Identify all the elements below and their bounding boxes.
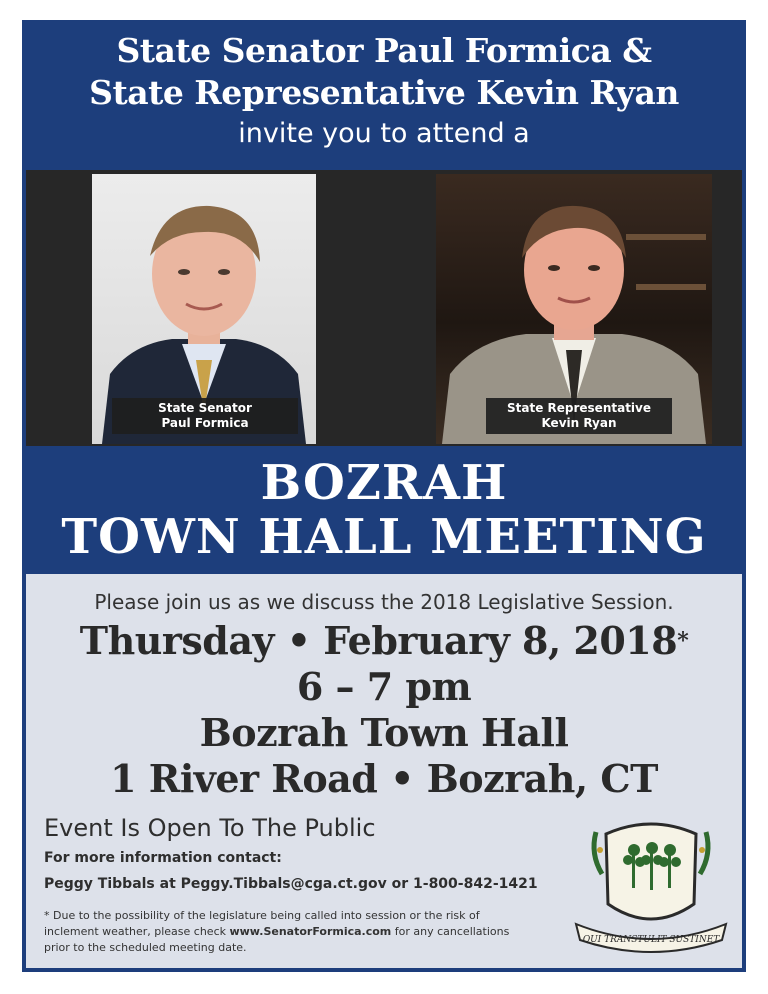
footnote-text-2: for any cancellations prior to the scheduled meeting date. <box>44 925 510 954</box>
contact-heading: For more information contact: <box>44 850 282 866</box>
footnote-text-1: * Due to the possibility of the legislature being called into session or the risk of inclement weather, please check <box>44 909 480 938</box>
open-to-public: Event Is Open To The Public <box>44 814 376 842</box>
header-banner <box>26 24 742 170</box>
caption-senator-title: State Senator <box>158 401 252 415</box>
title-banner <box>26 446 742 574</box>
event-venue: Bozrah Town Hall <box>199 710 569 755</box>
contact-line: Peggy Tibbals at Peggy.Tibbals@cga.ct.gov or 1-800-842-1421 <box>44 876 538 892</box>
caption-senator <box>112 398 298 434</box>
photo-representative <box>436 174 712 444</box>
header-line-senator: State Senator Paul Formica & <box>116 31 652 70</box>
seal-motto: QUI TRANSTULIT SUSTINET <box>582 935 720 945</box>
date-asterisk: * <box>677 628 689 654</box>
photo-band <box>26 170 742 446</box>
event-date <box>26 618 742 664</box>
caption-representative-name: Kevin Ryan <box>541 416 617 430</box>
event-date-text: Thursday • February 8, 2018 <box>79 618 678 663</box>
header-invite: invite you to attend a <box>238 118 530 149</box>
connecticut-seal-icon <box>566 814 736 964</box>
event-time: 6 – 7 pm <box>296 664 472 709</box>
header-line-representative: State Representative Kevin Ryan <box>89 73 679 112</box>
caption-senator-name: Paul Formica <box>161 416 249 430</box>
flyer-frame <box>22 20 746 972</box>
event-title: TOWN HALL MEETING <box>61 509 707 565</box>
caption-representative-title: State Representative <box>506 401 652 415</box>
event-address: 1 River Road • Bozrah, CT <box>110 756 658 801</box>
footnote <box>44 908 524 956</box>
caption-representative <box>486 398 672 434</box>
photo-senator <box>92 174 316 444</box>
details-panel <box>26 574 742 954</box>
event-town: BOZRAH <box>260 455 508 511</box>
intro-text: Please join us as we discuss the 2018 Legislative Session. <box>94 590 674 614</box>
footnote-website: www.SenatorFormica.com <box>229 925 392 938</box>
